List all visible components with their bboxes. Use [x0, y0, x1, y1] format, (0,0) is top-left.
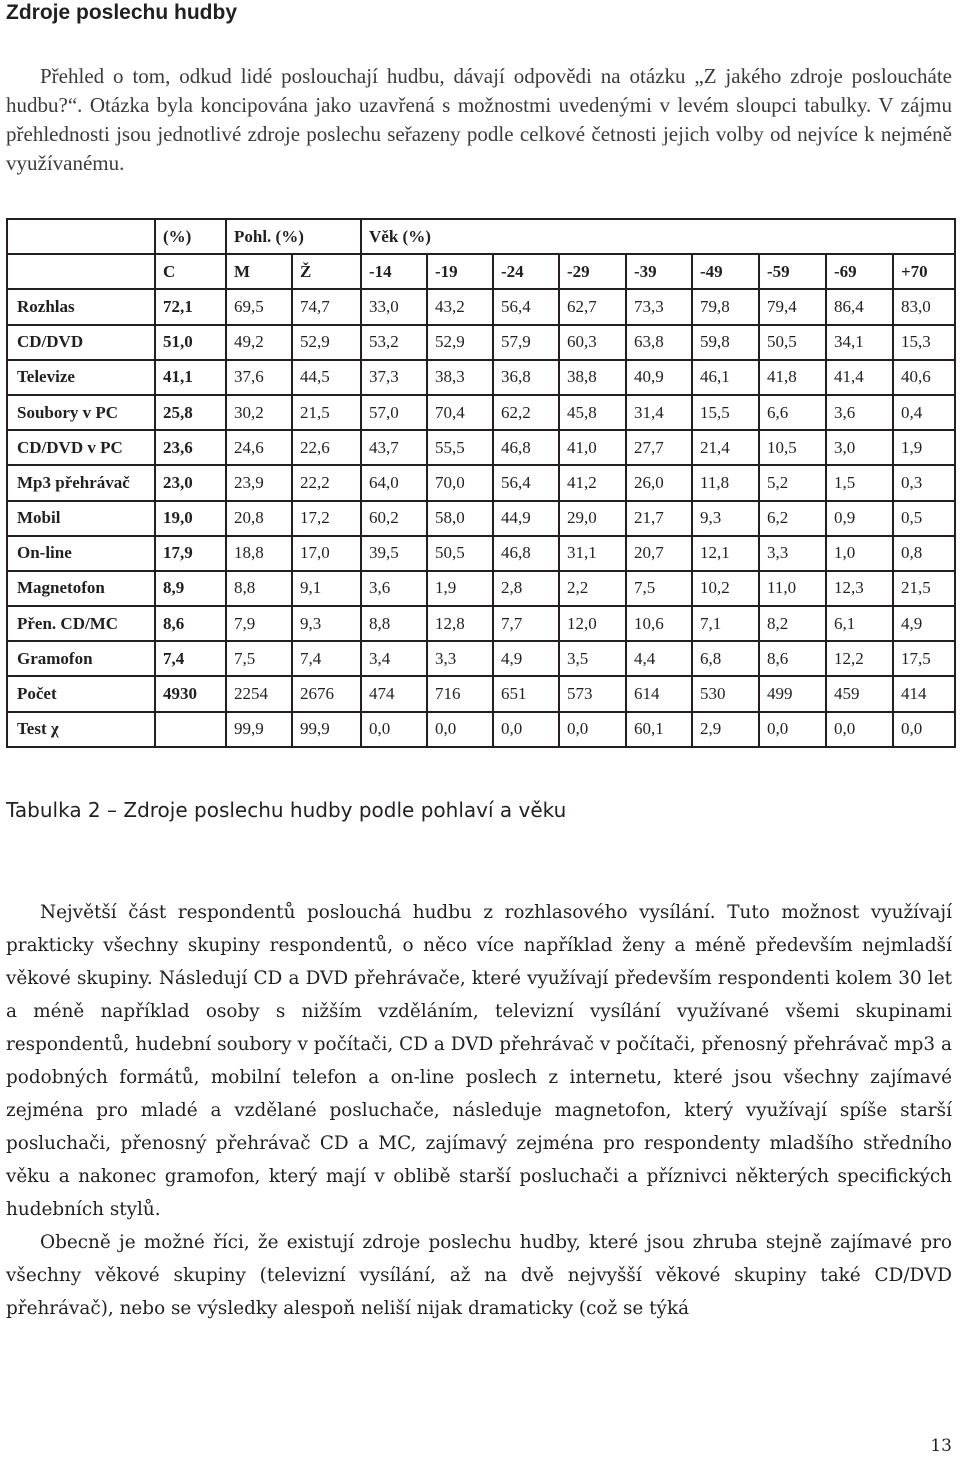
table-cell: 21,5: [893, 571, 955, 606]
table-cell: 2,8: [493, 571, 559, 606]
table-cell: 52,9: [292, 325, 361, 360]
body-paragraph: Největší část respondentů poslouchá hudbu z rozhlasového vysílání. Tuto možnost využívají prakticky všechny skupiny respondentů, o něco více například ženy a méně především nejmladší věkové skupiny. Následují CD a DVD přehrávače, které využívají především respondenti kolem 30 let a méně například osoby s nižším vzděláním, televizní vysílání využívané všemi skupinami respondentů, hudební soubory v počítači, CD a DVD přehrávač v počítači, přenosný přehrávač mp3 a podobných formátů, mobilní telefon a on-line poslech z internetu, které jsou všechny zajímavé zejména pro mladé a vzdělané posluchače, následuje magnetofon, který využívají spíše starší posluchači, přenosný přehrávač CD a MC, zajímavý zejména pro respondenty mladšího středního věku a nakonec gramofon, který mají v oblibě starší posluchači a příznivci některých specifických hudebních stylů.: [6, 902, 952, 1220]
table-row: [7, 606, 955, 641]
table-row: [7, 289, 955, 324]
column-header: -29: [559, 254, 626, 289]
table-row: [7, 325, 955, 360]
table-cell: 3,5: [559, 641, 626, 676]
table-cell: 6,6: [759, 395, 826, 430]
table-cell: 41,2: [559, 465, 626, 500]
table-row: [7, 536, 955, 571]
table-cell: 3,4: [361, 641, 427, 676]
total-cell: 8,6: [155, 606, 226, 641]
table-row: [7, 641, 955, 676]
total-cell: 19,0: [155, 501, 226, 536]
table-cell: 4,9: [493, 641, 559, 676]
row-label: Přen. CD/MC: [7, 606, 155, 641]
table-cell: 22,2: [292, 465, 361, 500]
table-cell: 0,9: [826, 501, 893, 536]
table-cell: 3,0: [826, 430, 893, 465]
table-cell: 64,0: [361, 465, 427, 500]
group-header-age-span: [826, 219, 893, 254]
table-cell: 46,8: [493, 536, 559, 571]
table-cell: 31,1: [559, 536, 626, 571]
table-cell: 31,4: [626, 395, 692, 430]
table-cell: 716: [427, 676, 493, 711]
table-cell: 55,5: [427, 430, 493, 465]
table-cell: 53,2: [361, 325, 427, 360]
table-cell: 6,1: [826, 606, 893, 641]
page-number: 13: [930, 1436, 952, 1456]
table-cell: 26,0: [626, 465, 692, 500]
table-cell: 44,9: [493, 501, 559, 536]
table-cell: 11,0: [759, 571, 826, 606]
table-cell: 10,5: [759, 430, 826, 465]
total-cell: 7,4: [155, 641, 226, 676]
table-cell: 1,9: [427, 571, 493, 606]
column-header: -39: [626, 254, 692, 289]
data-table: [6, 218, 956, 748]
group-header-row: [7, 219, 955, 254]
group-header-age-span: [692, 219, 759, 254]
group-header-gender: Pohl. (%): [226, 219, 292, 254]
table-cell: 17,0: [292, 536, 361, 571]
row-label: Magnetofon: [7, 571, 155, 606]
column-header: Ž: [292, 254, 361, 289]
table-cell: 24,6: [226, 430, 292, 465]
row-label: Počet: [7, 676, 155, 711]
table-cell: 2,9: [692, 712, 759, 747]
table-cell: 22,6: [292, 430, 361, 465]
body-paragraph: Obecně je možné říci, že existují zdroje poslechu hudby, které jsou zhruba stejně zajímavé pro všechny věkové skupiny (televizní vysílání, až na dvě nejvyšší věkové skupiny také CD/DVD přehrávač), nebo se výsledky alespoň neliší nijak dramaticky (což se týká: [6, 1232, 952, 1319]
group-header-total: (%): [155, 219, 226, 254]
table-cell: 99,9: [292, 712, 361, 747]
table-cell: 2676: [292, 676, 361, 711]
table-cell: 60,1: [626, 712, 692, 747]
table-cell: 86,4: [826, 289, 893, 324]
table-cell: 46,8: [493, 430, 559, 465]
table-cell: 3,6: [826, 395, 893, 430]
column-header: +70: [893, 254, 955, 289]
table-row: [7, 676, 955, 711]
row-label: CD/DVD v PC: [7, 430, 155, 465]
column-header: -24: [493, 254, 559, 289]
table-cell: 10,2: [692, 571, 759, 606]
table-cell: 57,0: [361, 395, 427, 430]
table-cell: 79,4: [759, 289, 826, 324]
table-cell: 39,5: [361, 536, 427, 571]
corner-cell: [7, 254, 155, 289]
table-cell: 52,9: [427, 325, 493, 360]
table-cell: 60,2: [361, 501, 427, 536]
table-row: [7, 571, 955, 606]
table-cell: 651: [493, 676, 559, 711]
table-cell: 474: [361, 676, 427, 711]
table-cell: 70,0: [427, 465, 493, 500]
table-cell: 21,5: [292, 395, 361, 430]
total-cell: 17,9: [155, 536, 226, 571]
table-cell: 36,8: [493, 360, 559, 395]
table-cell: 20,7: [626, 536, 692, 571]
table-cell: 0,0: [559, 712, 626, 747]
table-cell: 21,7: [626, 501, 692, 536]
table-cell: 1,5: [826, 465, 893, 500]
row-label: Mobil: [7, 501, 155, 536]
table-cell: 0,0: [893, 712, 955, 747]
table-row: [7, 360, 955, 395]
table-cell: 18,8: [226, 536, 292, 571]
table-cell: 30,2: [226, 395, 292, 430]
table-cell: 8,2: [759, 606, 826, 641]
total-cell: 23,6: [155, 430, 226, 465]
table-cell: 99,9: [226, 712, 292, 747]
table-cell: 8,8: [361, 606, 427, 641]
intro-paragraph: Přehled o tom, odkud lidé poslouchají hudbu, dávají odpovědi na otázku „Z jakého zdroje posloucháte hudbu?“. Otázka byla koncipována jako uzavřená s možnostmi uvedenými v levém sloupci tabulky. V zájmu přehlednosti jsou jednotlivé zdroje poslechu seřazeny podle celkové četnosti jejich volby od nejvíce k nejméně využívanému.: [6, 64, 952, 175]
table-cell: 56,4: [493, 465, 559, 500]
table-caption: Tabulka 2 – Zdroje poslechu hudby podle pohlaví a věku: [6, 798, 567, 822]
column-header: C: [155, 254, 226, 289]
table-cell: 38,3: [427, 360, 493, 395]
column-header: M: [226, 254, 292, 289]
table-cell: 499: [759, 676, 826, 711]
table-cell: 6,2: [759, 501, 826, 536]
table-cell: 59,8: [692, 325, 759, 360]
column-header: -49: [692, 254, 759, 289]
section-heading: Zdroje poslechu hudby: [6, 1, 238, 24]
table-cell: 7,1: [692, 606, 759, 641]
table-cell: 45,8: [559, 395, 626, 430]
column-header: -14: [361, 254, 427, 289]
table-cell: 12,8: [427, 606, 493, 641]
group-header-age-span: [759, 219, 826, 254]
row-label: Test χ: [7, 712, 155, 747]
group-header-age-span: [626, 219, 692, 254]
table-cell: 79,8: [692, 289, 759, 324]
table-cell: 33,0: [361, 289, 427, 324]
table-cell: 9,3: [692, 501, 759, 536]
table-cell: 614: [626, 676, 692, 711]
table-cell: 34,1: [826, 325, 893, 360]
table-row: [7, 395, 955, 430]
table-row: [7, 465, 955, 500]
column-header-row: [7, 254, 955, 289]
total-cell: 23,0: [155, 465, 226, 500]
group-header-age-span: [893, 219, 955, 254]
table-cell: 17,5: [893, 641, 955, 676]
table-cell: 459: [826, 676, 893, 711]
table-cell: 4,9: [893, 606, 955, 641]
table-cell: 11,8: [692, 465, 759, 500]
table-cell: 0,3: [893, 465, 955, 500]
table-cell: 12,0: [559, 606, 626, 641]
table-cell: 0,4: [893, 395, 955, 430]
group-header-age: Věk (%): [361, 219, 427, 254]
table-cell: 37,6: [226, 360, 292, 395]
table-cell: 63,8: [626, 325, 692, 360]
table-cell: 27,7: [626, 430, 692, 465]
table-cell: 2,2: [559, 571, 626, 606]
table-cell: 8,6: [759, 641, 826, 676]
table-cell: 6,8: [692, 641, 759, 676]
table-cell: 7,7: [493, 606, 559, 641]
table-cell: 41,4: [826, 360, 893, 395]
table-cell: 7,4: [292, 641, 361, 676]
total-cell: 51,0: [155, 325, 226, 360]
table-cell: 9,3: [292, 606, 361, 641]
table-cell: 7,5: [226, 641, 292, 676]
total-cell: 41,1: [155, 360, 226, 395]
table-cell: 12,2: [826, 641, 893, 676]
table-row: [7, 712, 955, 747]
row-label: Rozhlas: [7, 289, 155, 324]
table-cell: 3,6: [361, 571, 427, 606]
table-cell: 0,0: [427, 712, 493, 747]
table-cell: 49,2: [226, 325, 292, 360]
table-cell: 5,2: [759, 465, 826, 500]
table-cell: 414: [893, 676, 955, 711]
table-cell: 44,5: [292, 360, 361, 395]
table-cell: 17,2: [292, 501, 361, 536]
table-cell: 58,0: [427, 501, 493, 536]
table-cell: 74,7: [292, 289, 361, 324]
row-label: Televize: [7, 360, 155, 395]
table-cell: 40,6: [893, 360, 955, 395]
row-label: CD/DVD: [7, 325, 155, 360]
table-cell: 21,4: [692, 430, 759, 465]
table-cell: 50,5: [759, 325, 826, 360]
table-row: [7, 501, 955, 536]
table-cell: 40,9: [626, 360, 692, 395]
table-cell: 8,8: [226, 571, 292, 606]
table-row: [7, 430, 955, 465]
total-cell: 8,9: [155, 571, 226, 606]
column-header: -19: [427, 254, 493, 289]
table-cell: 20,8: [226, 501, 292, 536]
table-cell: 62,7: [559, 289, 626, 324]
table-cell: 7,9: [226, 606, 292, 641]
table-cell: 0,8: [893, 536, 955, 571]
table-cell: 1,0: [826, 536, 893, 571]
total-cell: 72,1: [155, 289, 226, 324]
table-cell: 4,4: [626, 641, 692, 676]
table-cell: 9,1: [292, 571, 361, 606]
corner-cell: [7, 219, 155, 254]
group-header-age-span: [493, 219, 559, 254]
table-cell: 3,3: [759, 536, 826, 571]
table-cell: 60,3: [559, 325, 626, 360]
table-cell: 41,0: [559, 430, 626, 465]
group-header-age-span: [427, 219, 493, 254]
table-cell: 43,2: [427, 289, 493, 324]
row-label: Mp3 přehrávač: [7, 465, 155, 500]
table-cell: 38,8: [559, 360, 626, 395]
table-cell: 0,0: [361, 712, 427, 747]
row-label: Soubory v PC: [7, 395, 155, 430]
row-label: On-line: [7, 536, 155, 571]
table-cell: 0,0: [759, 712, 826, 747]
table-cell: 69,5: [226, 289, 292, 324]
table-cell: 37,3: [361, 360, 427, 395]
table-cell: 29,0: [559, 501, 626, 536]
table-cell: 12,3: [826, 571, 893, 606]
table-cell: 10,6: [626, 606, 692, 641]
table-cell: 56,4: [493, 289, 559, 324]
total-cell: 4930: [155, 676, 226, 711]
column-header: -59: [759, 254, 826, 289]
table-cell: 46,1: [692, 360, 759, 395]
table-cell: 83,0: [893, 289, 955, 324]
table-cell: 0,0: [826, 712, 893, 747]
table-cell: 7,5: [626, 571, 692, 606]
table-cell: 41,8: [759, 360, 826, 395]
table-cell: 2254: [226, 676, 292, 711]
column-header: -69: [826, 254, 893, 289]
table-cell: 15,5: [692, 395, 759, 430]
table-cell: 0,0: [493, 712, 559, 747]
table-cell: 0,5: [893, 501, 955, 536]
group-header-age-span: [559, 219, 626, 254]
table-cell: 573: [559, 676, 626, 711]
table-cell: 73,3: [626, 289, 692, 324]
body-text: [6, 896, 952, 1325]
total-cell: 25,8: [155, 395, 226, 430]
table-cell: 23,9: [226, 465, 292, 500]
table-cell: 57,9: [493, 325, 559, 360]
table-cell: 12,1: [692, 536, 759, 571]
table-cell: 70,4: [427, 395, 493, 430]
table-cell: 530: [692, 676, 759, 711]
total-cell: [155, 712, 226, 747]
row-label: Gramofon: [7, 641, 155, 676]
table-cell: 1,9: [893, 430, 955, 465]
table-cell: 3,3: [427, 641, 493, 676]
table-cell: 62,2: [493, 395, 559, 430]
table-cell: 15,3: [893, 325, 955, 360]
table-cell: 43,7: [361, 430, 427, 465]
table-cell: 50,5: [427, 536, 493, 571]
